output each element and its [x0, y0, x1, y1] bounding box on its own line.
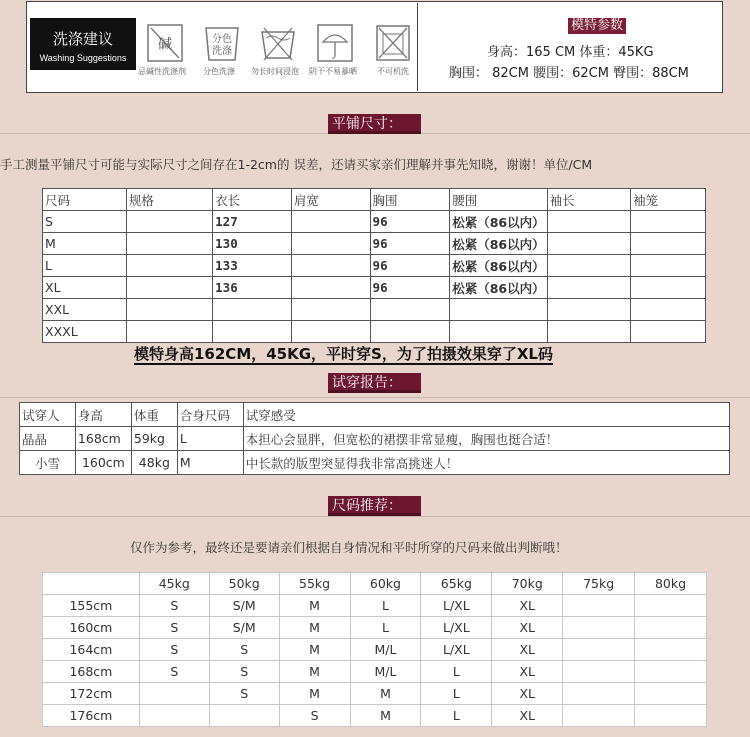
table-cell: 小雪	[20, 451, 76, 475]
table-cell	[631, 321, 706, 343]
table-cell: 松紧（86以内）	[450, 255, 547, 277]
table-cell	[126, 255, 212, 277]
trial-divider	[0, 397, 750, 398]
recommend-note: 仅作为参考，最终还是要请亲们根据自身情况和平时所穿的尺码来做出判断哦！	[130, 540, 568, 555]
table-header: 肩宽	[291, 189, 370, 211]
table-cell: 松紧（86以内）	[450, 277, 547, 299]
table-cell: L	[350, 595, 421, 617]
table-cell	[370, 321, 450, 343]
table-cell	[126, 321, 212, 343]
table-cell	[291, 233, 370, 255]
table-cell: S	[209, 683, 279, 705]
table-cell	[563, 639, 635, 661]
recommend-divider	[0, 516, 750, 517]
table-cell: L	[421, 683, 492, 705]
table-cell: M	[279, 617, 350, 639]
table-header: 试穿感受	[243, 403, 729, 427]
table-header: 80kg	[635, 573, 707, 595]
table-cell: 130	[213, 233, 292, 255]
table-cell: S	[209, 661, 279, 683]
table-cell	[563, 617, 635, 639]
model-params-title: 模特参数	[568, 18, 626, 34]
table-cell: XL	[492, 617, 563, 639]
washing-label-cn: 洗涤建议	[52, 30, 113, 48]
table-cell: M	[279, 661, 350, 683]
table-cell	[563, 595, 635, 617]
table-cell: M	[279, 639, 350, 661]
table-cell: XL	[492, 661, 563, 683]
table-cell: XL	[492, 705, 563, 727]
table-cell: 155cm	[43, 595, 140, 617]
table-cell	[635, 705, 707, 727]
table-cell: 中长款的版型突显得我非常高挑迷人！	[243, 451, 729, 475]
table-header: 尺码	[43, 189, 127, 211]
table-cell	[213, 299, 292, 321]
flat-note: 手工测量平铺尺寸可能与实际尺寸之间存在1-2cm的 误差，还请买家亲们理解并事先知晓，谢谢！单位/CM	[0, 157, 593, 172]
table-row	[43, 277, 706, 299]
table-header: 试穿人	[20, 403, 76, 427]
table-cell: L	[421, 661, 492, 683]
table-row	[43, 211, 706, 233]
table-cell: 164cm	[43, 639, 140, 661]
table-cell: 96	[370, 277, 450, 299]
table-cell: XL	[492, 639, 563, 661]
table-cell: M	[43, 233, 127, 255]
table-cell: L/XL	[421, 595, 492, 617]
table-cell	[291, 277, 370, 299]
table-cell	[291, 321, 370, 343]
table-cell	[631, 299, 706, 321]
table-cell	[631, 211, 706, 233]
table-cell: M	[177, 451, 243, 475]
table-row	[43, 233, 706, 255]
table-cell	[291, 255, 370, 277]
table-cell	[126, 277, 212, 299]
table-cell: XL	[43, 277, 127, 299]
no-machine-wash-caption: 不可机洗	[377, 67, 409, 76]
table-cell: S/M	[209, 617, 279, 639]
table-cell: S	[43, 211, 127, 233]
table-cell	[139, 705, 209, 727]
table-header: 体重	[131, 403, 177, 427]
no-long-soak-caption: 勿长时间浸泡	[251, 67, 299, 76]
table-cell: L	[43, 255, 127, 277]
table-cell	[547, 277, 630, 299]
table-cell	[547, 255, 630, 277]
no-long-soak-icon	[258, 22, 298, 64]
table-cell: S	[139, 661, 209, 683]
table-cell: XXL	[43, 299, 127, 321]
table-cell: L/XL	[421, 617, 492, 639]
flat-size-table	[42, 188, 706, 343]
table-cell: M	[350, 705, 421, 727]
table-cell	[563, 661, 635, 683]
table-header: 合身尺码	[177, 403, 243, 427]
table-header: 身高	[75, 403, 131, 427]
table-cell: 松紧（86以内）	[450, 211, 547, 233]
table-row	[43, 683, 707, 705]
table-cell: L	[177, 427, 243, 451]
table-cell: 168cm	[75, 427, 131, 451]
table-header-row	[43, 189, 706, 211]
trial-report-table	[19, 402, 730, 475]
table-cell: XL	[492, 683, 563, 705]
table-cell	[370, 299, 450, 321]
table-row	[43, 321, 706, 343]
table-cell	[547, 321, 630, 343]
table-cell: 松紧（86以内）	[450, 233, 547, 255]
table-cell	[291, 211, 370, 233]
table-cell	[563, 683, 635, 705]
table-cell: 160cm	[43, 617, 140, 639]
size-recommend-table	[42, 572, 707, 727]
table-header-row	[43, 573, 707, 595]
no-alkali-caption: 忌碱性洗涤剂	[138, 67, 186, 76]
shade-dry-icon	[315, 22, 355, 64]
table-header: 衣长	[213, 189, 292, 211]
table-row	[43, 255, 706, 277]
table-cell: XXXL	[43, 321, 127, 343]
table-cell: S	[209, 639, 279, 661]
table-cell	[547, 233, 630, 255]
table-cell	[635, 661, 707, 683]
shade-dry-caption: 阴干不易暴晒	[309, 67, 357, 76]
table-header: 55kg	[279, 573, 350, 595]
table-header: 60kg	[350, 573, 421, 595]
table-cell: M	[350, 683, 421, 705]
table-header: 70kg	[492, 573, 563, 595]
table-cell: 172cm	[43, 683, 140, 705]
table-header: 袖长	[547, 189, 630, 211]
table-cell: M	[279, 683, 350, 705]
table-cell: 176cm	[43, 705, 140, 727]
table-cell	[209, 705, 279, 727]
model-wear-note: 模特身高162CM，45KG，平时穿S，为了拍摄效果穿了XL码	[134, 345, 553, 363]
table-row	[20, 451, 730, 475]
svg-text:洗涤: 洗涤	[212, 46, 232, 57]
table-cell: 136	[213, 277, 292, 299]
table-row	[43, 639, 707, 661]
model-params-height-weight: 身高：165 CM 体重：45KG	[487, 45, 654, 60]
table-cell: 96	[370, 233, 450, 255]
table-cell: 168cm	[43, 661, 140, 683]
table-cell	[631, 255, 706, 277]
no-alkali-icon	[145, 22, 185, 64]
table-cell: 133	[213, 255, 292, 277]
table-cell	[547, 211, 630, 233]
table-row	[43, 299, 706, 321]
table-row	[43, 595, 707, 617]
table-header: 75kg	[563, 573, 635, 595]
table-header: 45kg	[139, 573, 209, 595]
table-header: 腰围	[450, 189, 547, 211]
table-cell	[139, 683, 209, 705]
table-cell: 48kg	[131, 451, 177, 475]
table-cell	[213, 321, 292, 343]
washing-label	[30, 18, 136, 70]
table-cell: S	[139, 595, 209, 617]
table-cell	[563, 705, 635, 727]
table-cell	[547, 299, 630, 321]
care-divider	[417, 3, 418, 91]
table-header: 袖笼	[631, 189, 706, 211]
flat-section-title: 平铺尺寸：	[328, 114, 421, 134]
table-header-row	[20, 403, 730, 427]
table-cell: 59kg	[131, 427, 177, 451]
table-cell	[635, 617, 707, 639]
table-row	[20, 427, 730, 451]
table-row	[43, 661, 707, 683]
table-cell: L	[421, 705, 492, 727]
table-cell: 127	[213, 211, 292, 233]
separate-wash-icon	[202, 22, 242, 64]
table-cell: S	[139, 639, 209, 661]
table-cell: S	[139, 617, 209, 639]
table-cell	[635, 639, 707, 661]
table-cell	[635, 683, 707, 705]
separate-wash-caption: 分色洗涤	[203, 67, 235, 76]
table-cell	[450, 299, 547, 321]
table-cell: 本担心会显胖，但宽松的裙摆非常显瘦，胸围也挺合适！	[243, 427, 729, 451]
table-cell	[126, 299, 212, 321]
table-cell: M/L	[350, 639, 421, 661]
table-cell: 晶晶	[20, 427, 76, 451]
table-cell	[291, 299, 370, 321]
table-cell	[631, 277, 706, 299]
washing-label-en: Washing Suggestions	[39, 53, 127, 63]
table-row	[43, 617, 707, 639]
table-cell: 96	[370, 255, 450, 277]
table-header: 规格	[126, 189, 212, 211]
table-cell: M/L	[350, 661, 421, 683]
table-cell: M	[279, 595, 350, 617]
table-header: 50kg	[209, 573, 279, 595]
model-params-measurements: 胸围： 82CM 腰围：62CM 臀围：88CM	[449, 66, 689, 81]
table-cell	[126, 211, 212, 233]
table-header	[43, 573, 140, 595]
table-cell: L	[350, 617, 421, 639]
recommend-section-title: 尺码推荐：	[328, 496, 421, 516]
svg-text:分色: 分色	[212, 34, 232, 45]
table-cell: 96	[370, 211, 450, 233]
no-machine-wash-icon	[373, 22, 413, 64]
table-cell: XL	[492, 595, 563, 617]
table-cell	[126, 233, 212, 255]
table-cell: S	[279, 705, 350, 727]
table-header: 胸围	[370, 189, 450, 211]
table-cell	[635, 595, 707, 617]
table-cell: L/XL	[421, 639, 492, 661]
table-cell: S/M	[209, 595, 279, 617]
washing-card	[26, 1, 723, 93]
table-row	[43, 705, 707, 727]
table-cell	[450, 321, 547, 343]
svg-text:碱: 碱	[158, 37, 172, 53]
table-cell	[631, 233, 706, 255]
table-cell: 160cm	[75, 451, 131, 475]
trial-section-title: 试穿报告：	[328, 373, 421, 393]
table-header: 65kg	[421, 573, 492, 595]
